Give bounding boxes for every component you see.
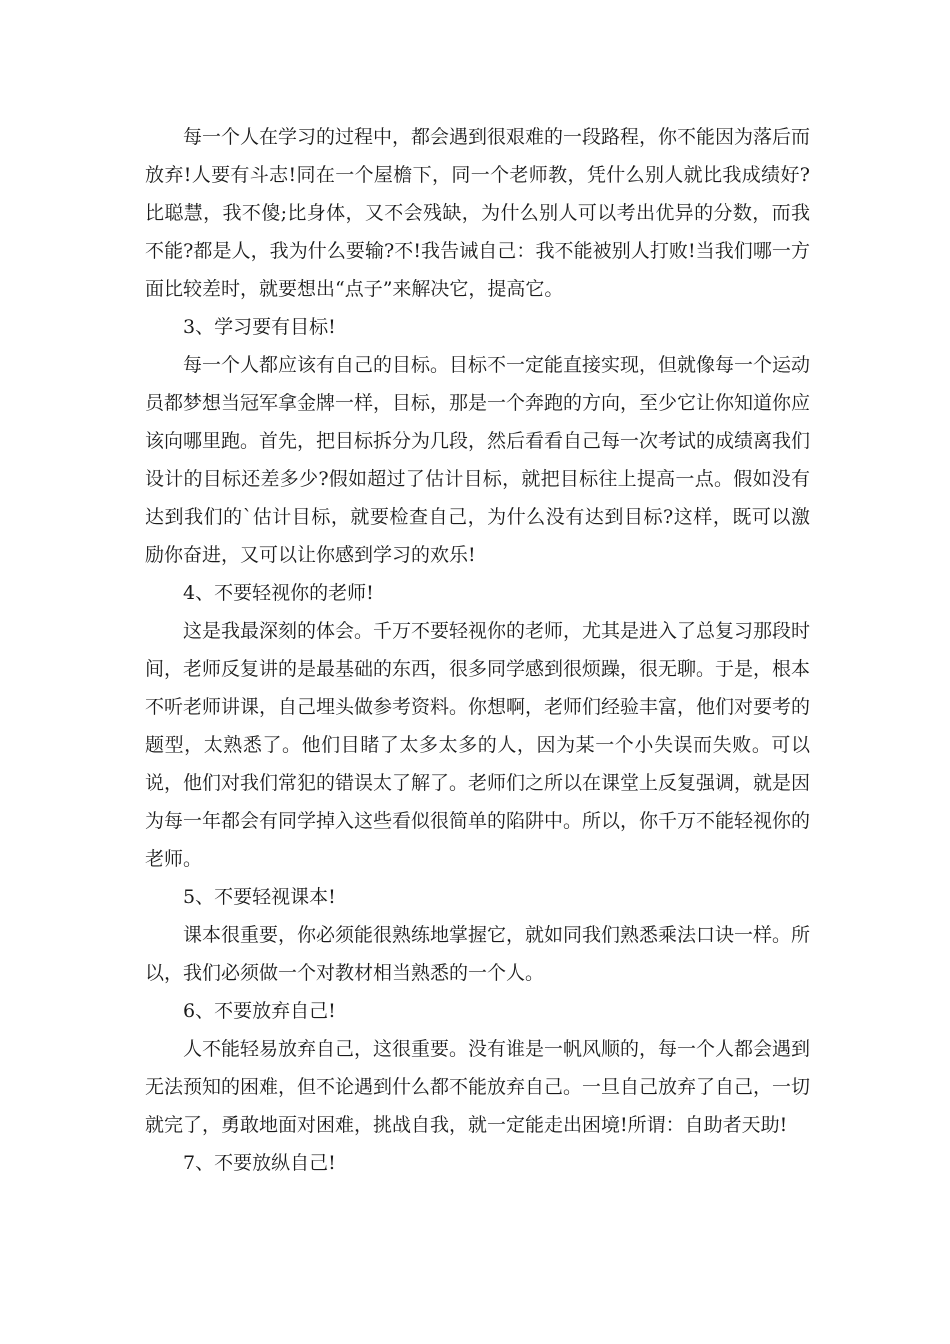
paragraph-goals: 每一个人都应该有自己的目标。目标不一定能直接实现，但就像每一个运动员都梦想当冠军拿金牌一样，目标，那是一个奔跑的方向，至少它让你知道你应该向哪里跑。首先，把目标拆分为几段，然后看看自己每一次考试的成绩离我们设计的目标还差多少?假如超过了估计目标，就把目标往上提高一点。假如没有达到我们的`估计目标，就要检查自己，为什么没有达到目标?这样，既可以激励你奋进，又可以让你感到学习的欢乐!	[145, 354, 811, 566]
heading-7-self-discipline: 7、不要放纵自己!	[183, 1152, 336, 1174]
heading-5-respect-textbook: 5、不要轻视课本!	[183, 886, 336, 908]
heading-6-never-give-up: 6、不要放弃自己!	[183, 1000, 336, 1022]
paragraph-teachers: 这是我最深刻的体会。千万不要轻视你的老师，尤其是进入了总复习那段时间，老师反复讲的是最基础的东西，很多同学感到很烦躁，很无聊。于是，根本不听老师讲课，自己埋头做参考资料。你想啊，老师们经验丰富，他们对要考的题型，太熟悉了。他们目睹了太多太多的人，因为某一个小失误而失败。可以说，他们对我们常犯的错误太了解了。老师们之所以在课堂上反复强调，就是因为每一年都会有同学掉入这些看似很简单的陷阱中。所以，你千万不能轻视你的老师。	[145, 620, 811, 870]
paragraph-perseverance: 每一个人在学习的过程中，都会遇到很艰难的一段路程，你不能因为落后而放弃!人要有斗志!同在一个屋檐下，同一个老师教，凭什么别人就比我成绩好?比聪慧，我不傻;比身体，又不会残缺，为什么别人可以考出优异的分数，而我不能?都是人，我为什么要输?不!我告诫自己：我不能被别人打败!当我们哪一方面比较差时，就要想出“点子”来解决它，提高它。	[145, 126, 811, 300]
heading-3-set-goals: 3、学习要有目标!	[183, 316, 336, 338]
heading-4-respect-teachers: 4、不要轻视你的老师!	[183, 582, 374, 604]
paragraph-never-give-up: 人不能轻易放弃自己，这很重要。没有谁是一帆风顺的，每一个人都会遇到无法预知的困难，但不论遇到什么都不能放弃自己。一旦自己放弃了自己，一切就完了，勇敢地面对困难，挑战自我，就一定能走出困境!所谓：自助者天助!	[145, 1038, 811, 1136]
paragraph-textbook: 课本很重要，你必须能很熟练地掌握它，就如同我们熟悉乘法口诀一样。所以，我们必须做一个对教材相当熟悉的一个人。	[145, 924, 811, 984]
document-body	[145, 118, 810, 1182]
